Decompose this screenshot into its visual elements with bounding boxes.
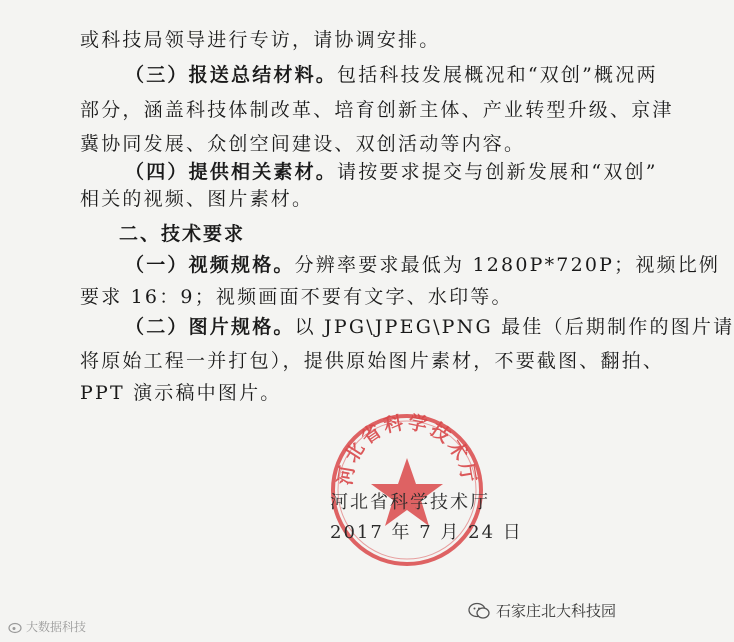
body-line-4: 冀协同发展、众创空间建设、双创活动等内容。 [80, 133, 526, 155]
watermark-right [468, 600, 616, 621]
signature-date: 2017 年 7 月 24 日 [330, 522, 523, 543]
body-line-12: PPT 演示稿中图片。 [80, 382, 282, 404]
image-spec-line: （二）图片规格。以 JPG\JPEG\PNG 最佳（后期制作的图片请 [125, 316, 734, 338]
section-4-lead: （四）提供相关素材。 [125, 161, 338, 183]
section-4-line: （四）提供相关素材。请按要求提交与创新发展和“双创” [125, 161, 658, 183]
watermark-left-text: 大数据科技 [26, 620, 87, 634]
video-spec-lead: （一）视频规格。 [125, 254, 295, 276]
section-heading-tech: 二、技术要求 [119, 223, 246, 245]
watermark-right-text: 石家庄北大科技园 [496, 602, 617, 620]
body-line-9: 要求 16：9；视频画面不要有文字、水印等。 [80, 286, 513, 308]
weibo-icon [8, 620, 22, 634]
body-line-11: 将原始工程一并打包），提供原始图片素材，不要截图、翻拍、 [80, 350, 665, 372]
body-line-6: 相关的视频、图片素材。 [80, 188, 314, 210]
video-spec-line: （一）视频规格。分辨率要求最低为 1280P*720P；视频比例 [125, 254, 721, 276]
svg-text:河北省科学技术厅: 河北省科学技术厅 [334, 411, 480, 487]
section-3-lead: （三）报送总结材料。 [125, 64, 338, 86]
body-line-1: 或科技局领导进行专访，请协调安排。 [80, 29, 441, 51]
section-3-line: （三）报送总结材料。包括科技发展概况和“双创”概况两 [125, 64, 658, 86]
wechat-icon [468, 602, 490, 620]
signature-org: 河北省科学技术厅 [330, 492, 490, 513]
image-spec-lead: （二）图片规格。 [125, 316, 295, 338]
body-line-3: 部分，涵盖科技体制改革、培育创新主体、产业转型升级、京津 [80, 99, 674, 121]
watermark-left [8, 618, 86, 635]
